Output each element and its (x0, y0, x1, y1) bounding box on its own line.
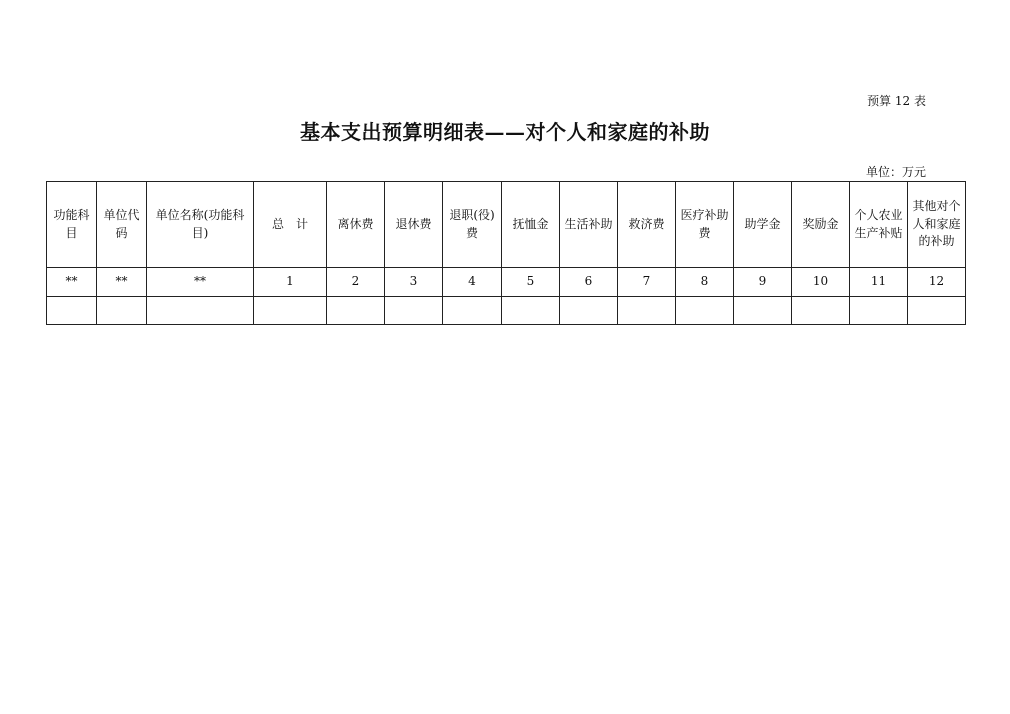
table-row (47, 297, 966, 325)
column-header: 奖励金 (792, 182, 850, 268)
column-header: 救济费 (618, 182, 676, 268)
table-cell (443, 297, 502, 325)
column-code-row (47, 268, 966, 297)
column-header: 离休费 (327, 182, 385, 268)
code-cell: ** (97, 268, 147, 297)
table-cell (850, 297, 908, 325)
code-cell: ** (147, 268, 254, 297)
table-cell (97, 297, 147, 325)
column-header: 个人农业生产补贴 (850, 182, 908, 268)
code-cell: 6 (560, 268, 618, 297)
code-cell: 4 (443, 268, 502, 297)
table-cell (908, 297, 966, 325)
column-header: 助学金 (734, 182, 792, 268)
column-header: 医疗补助费 (676, 182, 734, 268)
table-cell (618, 297, 676, 325)
table-cell (560, 297, 618, 325)
table-cell (47, 297, 97, 325)
page-title: 基本支出预算明细表——对个人和家庭的补助 (300, 120, 710, 144)
column-header: 单位名称(功能科目) (147, 182, 254, 268)
column-header: 退休费 (385, 182, 443, 268)
column-header: 功能科目 (47, 182, 97, 268)
code-cell: 9 (734, 268, 792, 297)
code-cell: 1 (254, 268, 327, 297)
column-header: 其他对个人和家庭的补助 (908, 182, 966, 268)
table-cell (792, 297, 850, 325)
code-cell: 12 (908, 268, 966, 297)
table-cell (254, 297, 327, 325)
code-cell: ** (47, 268, 97, 297)
column-header: 退职(役)费 (443, 182, 502, 268)
table-cell (385, 297, 443, 325)
table-cell (734, 297, 792, 325)
table-cell (147, 297, 254, 325)
table-cell (327, 297, 385, 325)
table-cell (676, 297, 734, 325)
column-header: 单位代码 (97, 182, 147, 268)
code-cell: 10 (792, 268, 850, 297)
code-cell: 2 (327, 268, 385, 297)
column-header: 总 计 (254, 182, 327, 268)
form-number: 预算 12 表 (867, 94, 926, 108)
budget-table (46, 181, 966, 325)
column-header: 抚恤金 (502, 182, 560, 268)
code-cell: 5 (502, 268, 560, 297)
code-cell: 8 (676, 268, 734, 297)
column-header: 生活补助 (560, 182, 618, 268)
code-cell: 11 (850, 268, 908, 297)
code-cell: 7 (618, 268, 676, 297)
code-cell: 3 (385, 268, 443, 297)
header-row (47, 182, 966, 268)
table-cell (502, 297, 560, 325)
unit-label: 单位：万元 (865, 165, 926, 179)
